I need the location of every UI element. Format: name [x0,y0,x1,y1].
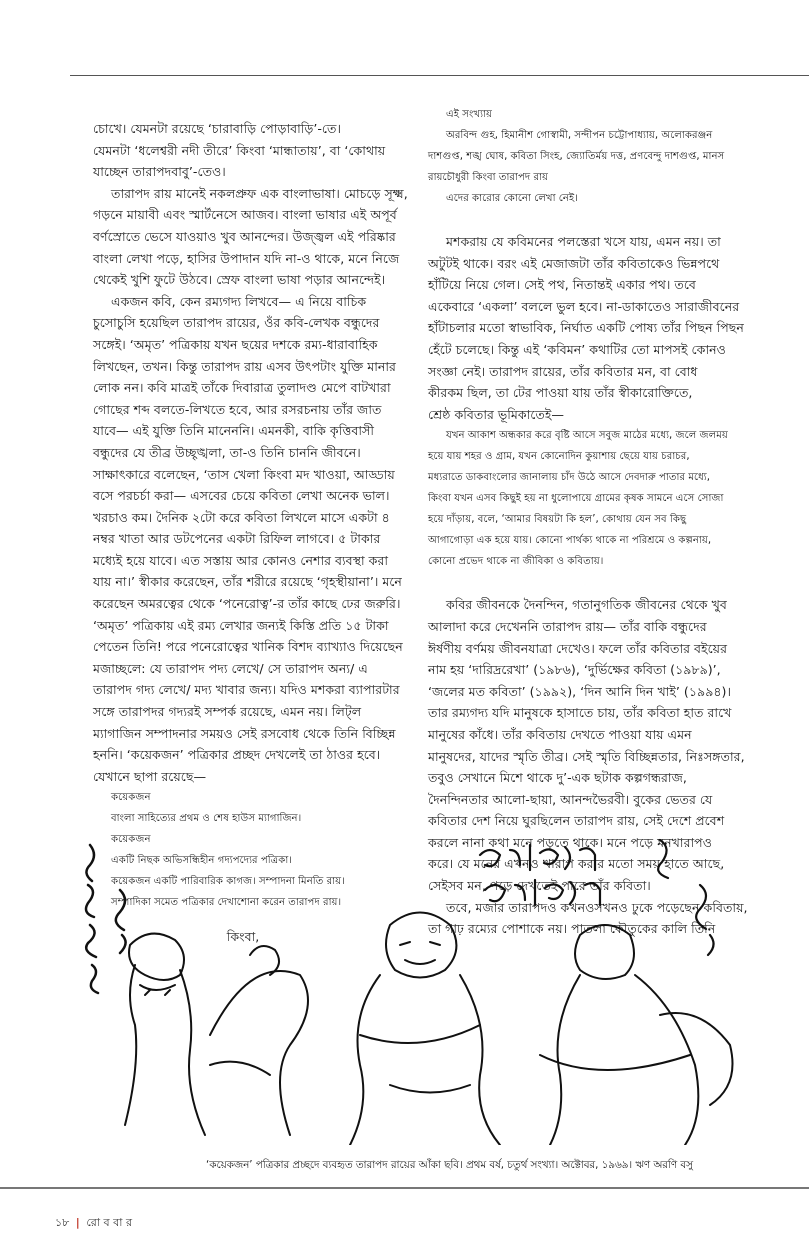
text-line: এই সংখ্যায় [446,109,493,120]
column-2 [428,104,746,940]
text-line: যাচ্ছেন তারাপদবাবু’-তেও। [93,164,226,180]
text-line: সংজ্ঞা নেই। তারাপদ রায়ের, তাঁর কবিতার মন, বা বোধ [428,363,698,379]
text-line: বর্ণস্রোতে ভেসে যাওয়াও খুব আনন্দের। উজ্জ্বল এই পরিষ্কার [93,228,396,244]
text-line: হননি। ‘কয়েকজন’ পত্রিকার প্রচ্ছদ দেখলেই তা ঠাওর হবে। [93,747,381,763]
text-line: একেবারে ‘একলা’ বললে ভুল হবে। না-ডাকাতেও সারাজীবনের [428,298,740,314]
text-line: কয়েকজন [111,792,151,804]
text-line: ম্যাগাজিন সম্পাদনার সময়ও সেই রসবোধ থেকে তিনি বিচ্ছিন্ন [93,725,396,741]
text-line: করে। যে মনের এখনও খারাপ করার মতো সময় হাতে আছে, [428,856,725,872]
paragraph [93,118,411,183]
text-line: কয়েকজন [111,834,151,846]
text-line: হাঁটাচলার মতো স্বাভাবিক, নির্ঘাত একটি পোষ্য তাঁর পিছন পিছন [428,320,744,336]
text-line: কবির জীবনকে দৈনন্দিন, গতানুগতিক জীবনের থেকে খুব [446,597,727,613]
text-line: কোনো প্রভেদ থাকে না জীবিকা ও কবিতায়। [428,556,604,568]
paragraph-gap [428,209,746,231]
text-line: সাক্ষাৎকারে বলেছেন, ‘তাস খেলা কিংবা মদ খাওয়া, আড্ডায় [93,466,395,482]
closing-text: কিংবা, [226,929,260,945]
block-quote [428,104,746,146]
illustration-caption: ‘কয়েকজন’ পত্রিকার প্রচ্ছদে ব্যবহৃত তারাপদ রায়ের আঁকা ছবি। প্রথম বর্ষ, চতুর্থ সংখ্যা। অক্টোবর, ১৯৬৯। ঋণ অরণি বসু [206,1159,693,1171]
left-figure [125,934,308,1135]
text-line: তবে, মজার তারাপদও কখনওসখনও ঢুকে পড়েছেন কবিতায়, [446,899,748,915]
text-line: মধ্যেই হয়ে যাবে। এত সস্তায় আর কোনও নেশার ব্যবস্থা করা [93,552,389,568]
text-line: তারাপদ গদ্য লেখে/ মদ্য খাবার জন্য। যদিও মশকরা ব্যাপারটার [93,682,400,698]
text-line: নম্বর খাতা আর ডটপেনের একটা রিফিল লাগবে। ৫ টাকার [93,531,381,547]
text-line: একজন কবি, কেন রম্যগদ্য লিখবে— এ নিয়ে বাচিক [111,293,367,309]
block-quote [428,188,746,209]
text-line: ‘জলের মত কবিতা’ (১৯৯২), ‘দিন আনি দিন খাই’ (১৯৯৪)। [428,683,731,699]
text-line: হয়ে দাঁড়ায়, বলে, ‘আমার বিষয়টা কি হল’, কোথায় যেন সব কিছু [428,514,687,526]
handwritten-lettering-left [86,845,126,993]
text-line: মজাচ্ছলে: যে তারাপদ পদ্য লেখে/ সে তারাপদ অন্য/ এ [93,660,368,676]
text-line: আগাগোড়া এক হয়ে যায়। কোনো পার্থক্য থাকে না পরিশ্রমে ও কল্পনায়, [428,535,712,547]
footer-rule [0,1187,809,1189]
text-line: অটুটই থাকে। বরং এই মেজাজটা তাঁর কবিতাকেও ভিন্নপথে [428,255,720,271]
text-line: বন্ধুদের যে তীব্র উচ্ছৃঙ্খলা, তা-ও তিনি চাননি জীবনে। [93,444,361,460]
text-line: কয়েকজন একটি পারিবারিক কাগজ। সম্পাদনা মিনতি রায়। [111,876,345,888]
text-line: যেখানে ছাপা রয়েছে— [93,768,207,784]
paragraph [93,183,411,291]
text-line: বসে পরচর্চা করা— এসবের চেয়ে কবিতা লেখা অনেক ভাল। [93,488,390,504]
right-figure [540,925,733,1145]
text-line: বাংলা সাহিত্যের প্রথম ও শেষ হাউস ম্যাগাজিন। [111,813,302,825]
text-line: করেছেন অমরত্বের থেকে ‘পনেরোত্ব’-র তাঁর কাছে ঢের জরুরি। [93,596,401,612]
block-quote [428,425,746,572]
text-line: দাশগুপ্ত, শঙ্খ ঘোষ, কবিতা সিংহ, জ্যোতির্ময় দত্ত, প্রণবেন্দু দাশগুপ্ত, মানস [428,151,725,162]
paragraph-gap [428,572,746,594]
text-line: মধ্যরাতে ডাকবাংলোর জানালায় চাঁদ উঠে আসে দেবদারু পাতার মধ্যে, [428,472,710,484]
text-line: লিখছেন, তখন। কিন্তু তারাপদ রায় এসব উৎপটাং যুক্তি মানার [93,358,396,374]
text-line: একটি নিছক অভিসন্ধিহীন গদ্যপদ্যের পত্রিকা। [111,855,292,867]
text-line: সঙ্গেই। ‘অমৃত’ পত্রিকায় যখন ছয়ের দশকে রম্য-ধারাবাহিক [93,336,378,352]
text-line: করলে নানা কথা মনে পড়তে থাকে। মনে পড়ে মনখারাপও [428,834,712,850]
text-line: কবিতার দেশ নিয়ে ঘুরছিলেন তারাপদ রায়, সেই দেশে প্রবেশ [428,813,725,829]
text-line: মানুষের কাঁধে। তাঁর কবিতায় দেখতে পাওয়া যায় এমন [428,726,692,742]
text-line: যখন আকাশ অন্ধকার করে বৃষ্টি আসে সবুজ মাঠের মধ্যে, জলে জলময় [446,430,728,442]
top-rule [70,75,809,76]
page-footer [55,1214,132,1233]
text-line: কীরকম ছিল, তা টের পাওয়া যায় তাঁর স্বীকারোক্তিতে, [428,385,693,401]
text-line: হাঁটিয়ে নিয়ে গেল। সেই পথ, নিতান্তই একার পথ। তবে [428,277,696,293]
text-line: মশকরায় যে কবিমনের পলস্তেরা খসে যায়, এমন নয়। তা [446,234,721,249]
text-line: আলাদা করে দেখেননি তারাপদ রায়— তাঁর বাকি বন্ধুদের [428,618,707,634]
text-line: ‘অমৃত’ পত্রিকায় এই রম্য লেখার জন্যই কিস্তি প্রতি ১৫ টাকা [93,617,389,633]
middle-figure [350,913,500,1146]
text-line: যাবে— এই যুক্তি তিনি মানেননি। এমনকী, বাকি কৃত্তিবাসী [93,423,374,439]
text-line: গোছের শব্দ বলতে-লিখতে হবে, আর রসরচনায় তাঁর জাত [93,401,382,417]
text-line: কিংবা যখন এসব কিছুই হয় না ধুলোপায়ে গ্রামের কৃষক সামনে এসে সোজা [428,493,724,505]
text-line: হেঁটে চলেছে। কিন্তু এই ‘কবিমন’ কথাটির তো মাপসই কোনও [428,341,726,357]
page-number: ১৮ [55,1216,70,1229]
paragraph [428,231,746,425]
text-line: সেইসব মন, পড়ে দেখতেই পারে তাঁর কবিতা। [428,878,651,894]
text-line: খরচাও কম। দৈনিক ২টো করে কবিতা লিখলে মাসে একটা ৪ [93,509,390,525]
text-line: তার রম্যগদ্য যদি মানুষকে হাসাতে চায়, তাঁর কবিতা হাত রাখে [428,705,732,721]
text-line: বাংলা লেখা পড়ে, হাসির উপাদান যদি না-ও থাকে, মনে নিজে [93,250,400,266]
paragraph [93,291,411,788]
text-line: তা গাঢ় রম্যের পোশাকে নয়। পাতলা কৌতুকের কালি তিনি [428,921,716,937]
text-line: রায়চৌধুরী কিংবা তারাপদ রায় [428,172,549,183]
text-line: পেতেন তিনি! পরে পনেরোত্বের খানিক বিশদ ব্যাখ্যাও দিয়েছেন [93,639,403,655]
text-line: অরবিন্দ গুহ, হিমানীশ গোস্বামী, সন্দীপন চট্টোপাধ্যায়, অলোকরঞ্জন [446,130,713,141]
text-line: যায় না।’ স্বীকার করেছেন, তাঁর শরীরে রয়েছে ‘গৃহস্থীয়ানা’। মনে [93,574,402,590]
text-line: শ্রেষ্ঠ কবিতার ভূমিকাতেই— [428,406,565,422]
illustration-sketch [60,835,780,1145]
text-line: ঈর্ষণীয় বর্ণময় জীবনযাত্রা দেখেও। ফলে তাঁর কবিতার বইয়ের [428,640,727,656]
text-line: সম্পাদিকা সমেত পত্রিকার দেখাশোনা করেন তারাপদ রায়। [111,897,342,909]
footer-separator: | [75,1216,80,1229]
text-line: সঙ্গে তারাপদর গদ্যরই সম্পর্ক রয়েছে, এমন নয়। লিট্‌ল [93,704,362,720]
text-line: লোক নন। কবি মাত্রই তাঁকে দিবারাত্র তুলাদণ্ড মেপে বাটখারা [93,380,391,396]
text-line: চোখে। যেমনটা রয়েছে ‘চারাবাড়ি পোড়াবাড়ি’-তে। [93,121,341,136]
text-line: যেমনটা ‘ধলেশ্বরী নদী তীরে’ কিংবা ‘মান্ধাতায়’, বা ‘কোথায় [93,142,386,158]
text-line: গড়নে মায়াবী এবং স্মার্টনেসে আজব। বাংলা ভাষার এই অপূর্ব [93,207,397,223]
text-line: তারাপদ রায় মানেই নকলপ্রুফ এক বাংলাভাষা। মোচড়ে সূক্ষ্ম, [111,185,408,201]
text-line: নাম হয় ‘দারিদ্ররেখা’ (১৯৮৬), ‘দুর্ভিক্ষের কবিতা (১৯৮৯)’, [428,662,721,678]
text-line: এদের কারোর কোনো লেখা নেই। [446,193,578,204]
section-name: রো ব বা র [86,1216,132,1229]
text-line: তবুও সেখানে মিশে থাকে দু’-এক ছটাক কল্পগন্ধরাজ, [428,770,687,786]
text-line: থেকেই খুশি ফুটে উঠবে। স্রেফ বাংলা ভাষা পড়ার আনন্দেই। [93,272,386,288]
column-1 [93,118,411,947]
handwritten-lettering-title [480,840,714,955]
block-quote [428,146,746,188]
text-line: দৈনন্দিনতার আলো-ছায়া, আনন্দভৈরবী। বুকের ভেতর যে [428,791,713,807]
text-line: হয়ে যায় শহর ও গ্রাম, যখন কোনোদিন কুয়াশায় ছেয়ে যায় চরাচর, [428,451,690,463]
text-line: চুসোচুসি হয়েছিল তারাপদ রায়ের, ওঁর কবি-লেখক বন্ধুদের [93,315,380,331]
text-line: মানুষদের, যাদের স্মৃতি তীব্র। সেই স্মৃতি বিচ্ছিন্নতার, নিঃসঙ্গতার, [428,748,745,764]
